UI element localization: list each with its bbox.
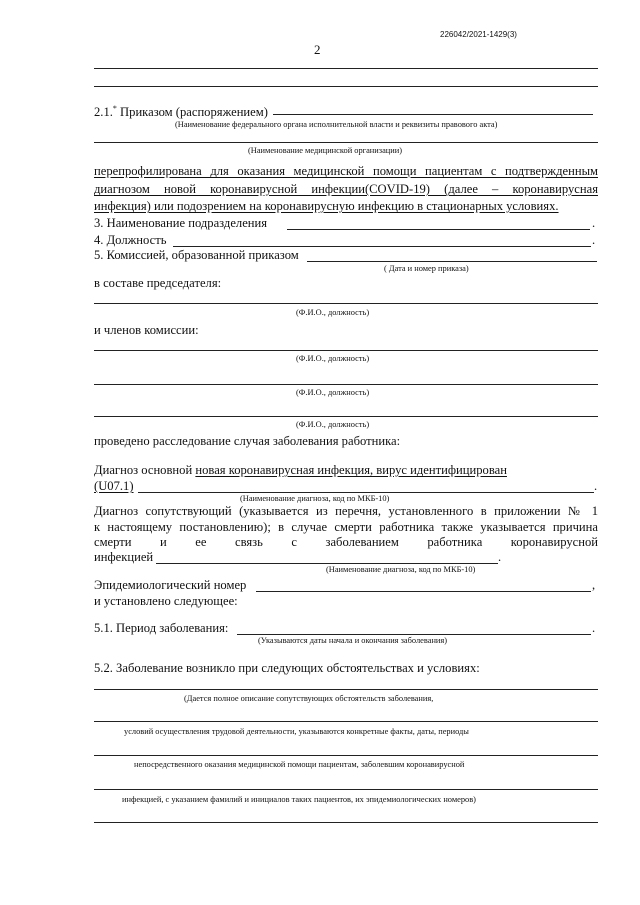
epid-number-label: Эпидемиологический номер xyxy=(94,578,247,592)
document-number: 226042/2021-1429(3) xyxy=(440,30,517,39)
diagnosis-main-code: (U07.1) xyxy=(94,479,134,493)
section-2-1-label: 2.1.* Приказом (распоряжением) xyxy=(94,104,268,120)
caption-circumstances-4: инфекцией, с указанием фамилий и инициалов таких пациентов, их эпидемиологических номеров) xyxy=(122,795,476,804)
position-field-line[interactable] xyxy=(173,246,591,247)
med-org-field-line[interactable] xyxy=(94,142,598,143)
diagnosis-main-line xyxy=(94,463,507,478)
period-field-line[interactable] xyxy=(237,634,591,635)
diagnosis-main-value: новая коронавирусная инфекция, вирус идентифицирован xyxy=(195,463,507,477)
reprofiled-line-3: инфекция) или подозрением на коронавирусную инфекцию в стационарных условиях. xyxy=(94,199,559,213)
epid-number-field-line[interactable] xyxy=(256,591,591,592)
diagnosis-related-field-line[interactable] xyxy=(156,563,498,564)
circumstances-field-line-1[interactable] xyxy=(94,689,598,690)
caption-diagnosis-main: (Наименование диагноза, код по МКБ-10) xyxy=(240,494,390,503)
item4-label: 4. Должность xyxy=(94,233,167,247)
established-label: и установлено следующее: xyxy=(94,594,238,608)
top-rule-1 xyxy=(94,68,598,69)
circumstances-field-line-2[interactable] xyxy=(94,721,598,722)
caption-med-org: (Наименование медицинской организации) xyxy=(248,146,403,155)
caption-member-3: (Ф.И.О., должность) xyxy=(296,420,370,429)
diagnosis-related-line-1: Диагноз сопутствующий (указывается из перечня, установленного в приложении № 1 xyxy=(94,504,598,518)
epid-number-end: , xyxy=(592,578,596,592)
top-rule-2 xyxy=(94,86,598,87)
members-label: и членов комиссии: xyxy=(94,323,199,337)
diagnosis-related-end: . xyxy=(498,550,502,564)
caption-member-1: (Ф.И.О., должность) xyxy=(296,354,370,363)
order-field-line[interactable] xyxy=(273,114,593,115)
diagnosis-main-label: Диагноз основной xyxy=(94,463,193,477)
circumstances-field-line-5[interactable] xyxy=(94,822,598,823)
caption-diagnosis-related: (Наименование диагноза, код по МКБ-10) xyxy=(326,565,476,574)
subdivision-field-line[interactable] xyxy=(287,229,590,230)
circumstances-field-line-3[interactable] xyxy=(94,755,598,756)
order-label: Приказом (распоряжением) xyxy=(120,105,268,120)
investigation-label: проведено расследование случая заболевания работника: xyxy=(94,434,401,448)
caption-member-2: (Ф.И.О., должность) xyxy=(296,388,370,397)
circumstances-label: 5.2. Заболевание возникло при следующих обстоятельствах и условиях: xyxy=(94,661,480,675)
chairman-label: в составе председателя: xyxy=(94,276,222,290)
caption-chairman: (Ф.И.О., должность) xyxy=(296,308,370,317)
period-label: 5.1. Период заболевания: xyxy=(94,621,229,635)
diagnosis-related-line-4: инфекцией xyxy=(94,550,154,564)
caption-federal-org: (Наименование федерального органа исполнительной власти и реквизиты правового акта) xyxy=(175,120,498,129)
item5-label: 5. Комиссией, образованной приказом xyxy=(94,248,299,262)
page-number: 2 xyxy=(314,42,321,57)
member-2-field-line[interactable] xyxy=(94,384,598,385)
period-end: . xyxy=(592,621,596,635)
caption-circumstances-2: условий осуществления трудовой деятельности, указываются конкретные факты, даты, периоды xyxy=(124,727,469,736)
caption-circumstances-1: (Дается полное описание сопутствующих обстоятельств заболевания, xyxy=(184,694,434,703)
diagnosis-related-line-3: смерти и ее связь с заболеванием работника коронавирусной xyxy=(94,535,598,549)
diagnosis-main-field-line[interactable] xyxy=(138,492,594,493)
diagnosis-main-end: . xyxy=(594,479,598,493)
commission-order-field-line[interactable] xyxy=(307,261,597,262)
circumstances-field-line-4[interactable] xyxy=(94,789,598,790)
chairman-field-line[interactable] xyxy=(94,303,598,304)
footnote-star: * xyxy=(112,104,117,113)
caption-period: (Указываются даты начала и окончания заболевания) xyxy=(258,636,448,645)
member-1-field-line[interactable] xyxy=(94,350,598,351)
item3-end: . xyxy=(592,216,596,230)
item3-label: 3. Наименование подразделения xyxy=(94,216,268,230)
item4-end: . xyxy=(592,233,596,247)
member-3-field-line[interactable] xyxy=(94,416,598,417)
diagnosis-related-line-2: к настоящему постановлению); в случае смерти работника также указывается причина xyxy=(94,520,598,534)
reprofiled-line-2: диагнозом новой коронавирусной инфекции(COVID-19) (далее – коронавирусная xyxy=(94,182,598,196)
caption-circumstances-3: непосредственного оказания медицинской помощи пациентам, заболевшим коронавирусной xyxy=(134,760,465,769)
caption-order-date: ( Дата и номер приказа) xyxy=(384,264,469,273)
reprofiled-line-1: перепрофилирована для оказания медицинской помощи пациентам с подтвержденным xyxy=(94,164,598,178)
